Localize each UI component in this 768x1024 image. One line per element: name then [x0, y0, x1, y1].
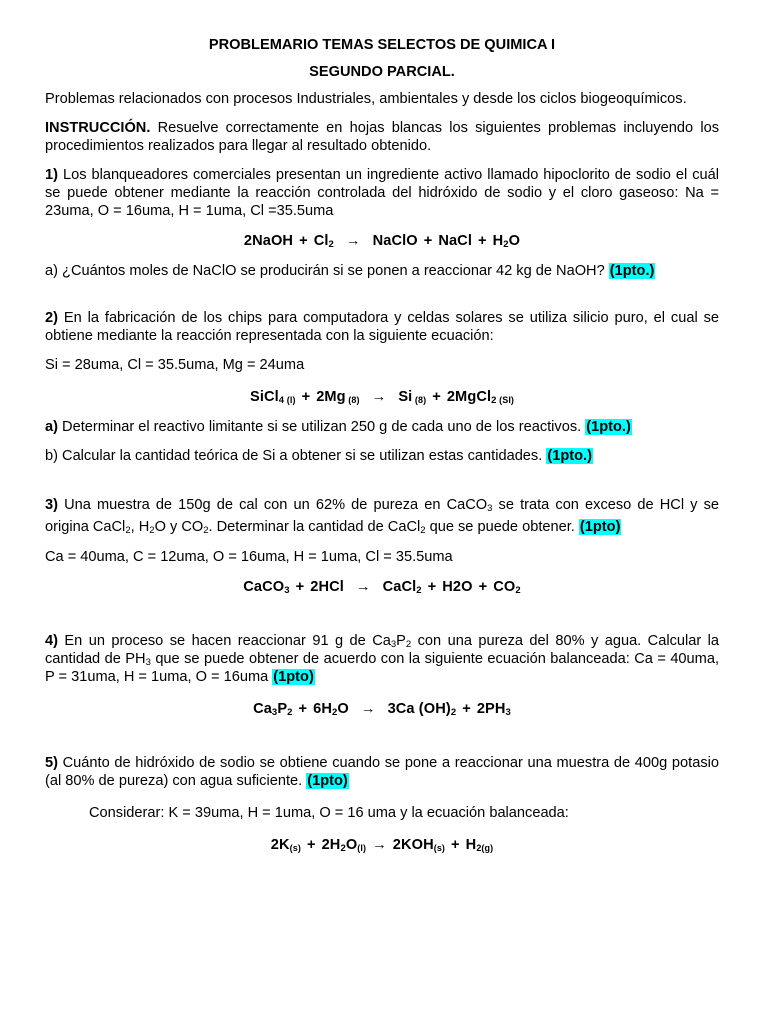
subscript: 3	[487, 503, 493, 514]
eq4-term-h2o: 6H	[313, 701, 333, 717]
subscript: 2	[287, 707, 293, 718]
problem-3-body: Una muestra de 150g de cal con un 62% de pureza en CaCO	[57, 497, 488, 513]
points-badge: (1pto)	[579, 519, 621, 535]
problem-4-text	[45, 632, 719, 686]
problem-3-body: se trata con exceso de HCl y se origina CaCl	[45, 497, 719, 535]
problem-2-text	[45, 309, 719, 345]
problem-2-question-b-text: b) Calcular la cantidad teórica de Si a obtener si se utilizan estas cantidades.	[45, 448, 547, 464]
plus-sign: +	[299, 233, 308, 249]
eq3-term-cacl2: CaCl	[382, 579, 417, 595]
subscript: 2	[125, 525, 131, 536]
subscript: 2	[405, 639, 412, 650]
eq4-term-ca3p2-tail: P	[277, 701, 288, 717]
problem-5-text	[45, 754, 719, 790]
eq5-term-k: 2K	[270, 837, 290, 853]
arrow-icon: →	[355, 579, 371, 595]
eq4-term-caoh2: 3Ca (OH)	[387, 701, 451, 717]
problem-3-number: 3)	[45, 497, 58, 513]
subscript: 2	[450, 707, 457, 718]
problem-5-number: 5)	[45, 755, 58, 771]
problem-1-question-a	[45, 262, 719, 280]
plus-sign: +	[423, 233, 433, 249]
subscript: 2	[503, 239, 509, 250]
eq4-term-ph3: 2PH	[476, 701, 506, 717]
eq3-term-h2o: H2O	[442, 579, 473, 595]
plus-sign: +	[295, 579, 305, 595]
problem-3-text	[45, 494, 719, 538]
eq4-term-ca3p2: Ca	[253, 701, 272, 717]
problem-4-body: con una pureza del 80% y agua. Calcular la cantidad de PH	[45, 633, 719, 667]
state-label: (8)	[412, 395, 427, 405]
plus-sign: +	[462, 701, 471, 717]
eq2-term-mg: 2Mg	[316, 389, 346, 405]
problem-2-question-b	[45, 447, 719, 465]
state-label: (SI)	[496, 395, 515, 405]
state-label: 2(g)	[476, 843, 494, 853]
problem-3-body: , H	[130, 519, 150, 535]
problem-5-body: Cuánto de hidróxido de sodio se obtiene cuando se pone a reaccionar una muestra de 400g potasio (al 80% de pureza) con agua suficiente.	[45, 755, 719, 789]
eq2-term-sicl4: SiCl	[249, 389, 279, 405]
problem-2-equation	[45, 388, 719, 406]
subscript: 2	[340, 843, 346, 854]
eq2-term-si: Si	[398, 389, 413, 405]
document-title: PROBLEMARIO TEMAS SELECTOS DE QUIMICA I	[208, 37, 556, 53]
subscript: 2	[149, 525, 155, 536]
eq3-term-caco3: CaCO	[243, 579, 285, 595]
arrow-icon: →	[371, 389, 387, 405]
problem-3-masses: Ca = 40uma, C = 12uma, O = 16uma, H = 1uma, Cl = 35.5uma	[45, 549, 453, 565]
instruction-label: INSTRUCCIÓN.	[45, 120, 151, 136]
problem-2-masses: Si = 28uma, Cl = 35.5uma, Mg = 24uma	[45, 357, 305, 373]
subscript: 2	[332, 707, 338, 718]
problem-1-text	[45, 166, 719, 220]
problem-1-number: 1)	[45, 167, 58, 183]
state-label: (l)	[357, 843, 367, 853]
arrow-icon: →	[345, 233, 361, 249]
points-badge: (1pto.)	[586, 419, 631, 435]
subscript: 3	[145, 657, 151, 668]
problem-3-body: O y CO	[154, 519, 204, 535]
eq1-term-nacl: NaCl	[438, 233, 472, 249]
problem-4-body: P	[396, 633, 406, 649]
subscript: 2	[328, 239, 334, 250]
state-label: (l)	[284, 395, 296, 405]
points-badge: (1pto)	[273, 669, 314, 685]
eq5-term-koh: 2KOH	[392, 837, 434, 853]
document-subtitle: SEGUNDO PARCIAL.	[309, 64, 455, 80]
plus-sign: +	[298, 701, 308, 717]
plus-sign: +	[451, 837, 460, 853]
subscript: 2	[203, 525, 209, 536]
plus-sign: +	[301, 389, 311, 405]
subscript: 4	[278, 395, 285, 406]
eq1-term-naoh: 2NaOH	[243, 233, 294, 249]
subscript: 2	[420, 525, 426, 536]
eq5-term-h2o-tail: O	[345, 837, 358, 853]
subscript: 2	[416, 585, 422, 596]
instruction-text: Resuelve correctamente en hojas blancas los siguientes problemas incluyendo los procedimientos realizados para llegar al resultado obtenido.	[45, 120, 719, 154]
eq1-term-h2o-tail: O	[508, 233, 521, 249]
plus-sign: +	[478, 579, 488, 595]
problem-2-question-a-text: Determinar el reactivo limitante si se utilizan 250 g de cada uno de los reactivos.	[57, 419, 586, 435]
subscript: 3	[390, 639, 397, 650]
problem-1-equation	[45, 232, 719, 250]
eq3-term-hcl: 2HCl	[310, 579, 344, 595]
points-badge: (1pto)	[307, 773, 348, 789]
subscript: 2	[515, 585, 521, 596]
arrow-icon: →	[360, 701, 376, 717]
problem-4-equation	[45, 700, 719, 718]
problem-3-body: que se puede obtener.	[425, 519, 579, 535]
problem-1-body: Los blanqueadores comerciales presentan un ingrediente activo llamado hipoclorito de sodio el cuál se puede obtener mediante la reacción controlada del hidróxido de sodio y el cloro gaseoso: Na = 23uma, O = 16uma, H = 1uma, Cl =35.5uma	[45, 167, 719, 219]
arrow-icon: →	[372, 837, 387, 853]
problem-3-equation	[45, 578, 719, 596]
intro-text: Problemas relacionados con procesos Industriales, ambientales y desde los ciclos biogeoquímicos.	[45, 91, 687, 107]
state-label: (s)	[433, 843, 446, 853]
eq5-term-h2o: 2H	[321, 837, 341, 853]
plus-sign: +	[477, 233, 487, 249]
problem-4-number: 4)	[45, 633, 58, 649]
eq2-term-mgcl2: 2MgCl	[446, 389, 492, 405]
problem-3-body: . Determinar la cantidad de CaCl	[208, 519, 421, 535]
plus-sign: +	[306, 837, 316, 853]
eq5-term-h2: H	[465, 837, 477, 853]
eq1-term-naclo: NaClO	[372, 233, 418, 249]
subscript: 2	[491, 395, 497, 406]
plus-sign: +	[427, 579, 437, 595]
state-label: (s)	[289, 843, 301, 853]
plus-sign: +	[432, 389, 441, 405]
subscript: 3	[271, 707, 278, 718]
eq1-term-cl2: Cl	[313, 233, 329, 249]
eq4-term-h2o-tail: O	[337, 701, 349, 717]
problem-2-question-a	[45, 418, 719, 436]
subscript: 3	[505, 707, 511, 718]
eq1-term-h2o: H	[492, 233, 504, 249]
eq3-term-co2: CO	[493, 579, 516, 595]
problem-1-question-a-text: a) ¿Cuántos moles de NaClO se producirán si se ponen a reaccionar 42 kg de NaOH?	[45, 263, 609, 279]
problem-5-consider: Considerar: K = 39uma, H = 1uma, O = 16 uma y la ecuación balanceada:	[89, 805, 569, 821]
problem-2-question-a-label: a)	[45, 419, 58, 435]
state-label: (8)	[345, 395, 360, 405]
problem-2-number: 2)	[45, 310, 58, 326]
instruction-paragraph	[45, 119, 719, 155]
problem-4-body: En un proceso se hacen reaccionar 91 g de Ca	[57, 633, 391, 649]
problem-5-equation	[45, 836, 719, 854]
points-badge: (1pto.)	[609, 263, 655, 279]
problem-4-body: que se puede obtener de acuerdo con la siguiente ecuación balanceada: Ca = 40uma, P = 31uma, H = 1uma, O = 16uma	[45, 651, 719, 685]
points-badge: (1pto.)	[547, 448, 592, 464]
subscript: 3	[284, 585, 290, 596]
problem-2-body: En la fabricación de los chips para computadora y celdas solares se utiliza silicio puro, el cual se obtiene mediante la reacción representada con la siguiente ecuación:	[45, 310, 719, 344]
